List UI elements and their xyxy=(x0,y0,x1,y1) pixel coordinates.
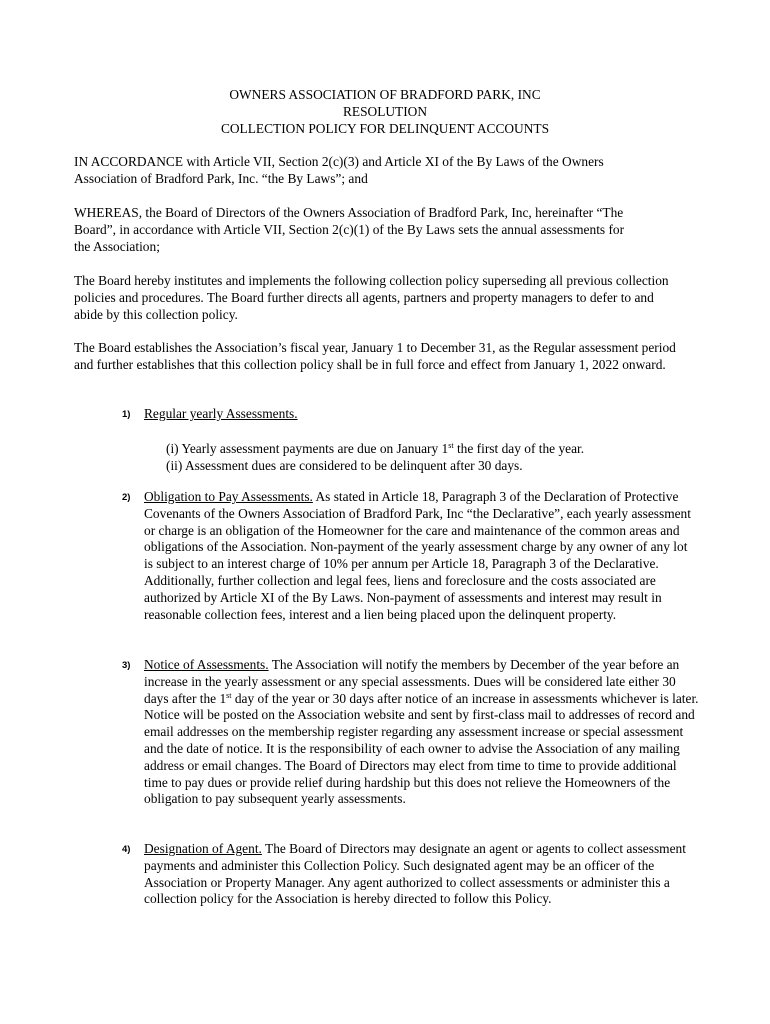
sub-item-delinquent: (ii) Assessment dues are considered to be delinquent after 30 days. xyxy=(166,458,523,473)
item-text-continued: day of the year or 30 days after notice of an increase in assessments whichever is later. Notice will be posted on the Association website and sent by first-class mail to addresses of record and email addresses on the membership register regarding any assessment increase or special assessment and the date of notice. It is the responsibility of each owner to advise the Association of any mailing address or email changes. The Board of Directors may elect from time to time to provide additional time to pay dues or provide relief during hardship but this does not relieve the Homeowners of the obligation to pay subsequent yearly assessments. xyxy=(144,690,699,807)
heading-line-resolution: RESOLUTION xyxy=(342,104,428,119)
item-title: Designation of Agent. xyxy=(144,841,262,856)
item-text: The Association will notify the members by December of the year before an increase in the yearly assessment or any special assessments. Dues will be considered late either 30 days after the 1 xyxy=(144,657,680,706)
sub-item-due-date: (i) Yearly assessment payments are due on January 1st the first day of the year. xyxy=(166,441,585,456)
list-item-regular-assessments xyxy=(74,406,714,423)
item-number: 1) xyxy=(122,409,131,420)
item-text: As stated in Article 18, Paragraph 3 of the Declaration of Protective Covenants of the Owners Association of Bradford Park, Inc “the Declarative”, each yearly assessment or charge is an obligation of the Homeowner for the care and maintenance of the common areas and obligations of the Association. Non-payment of the yearly assessment charge by any owner of any lot is subject to an interest charge of 10% per annum per Article 18, Paragraph 3 of the Declarative. Additionally, further collection and legal fees, liens and foreclosure and the costs associated are authorized by Article XI of the By Laws. Non-payment of assessments and interest may result in reasonable collection fees, interest and a lien being placed upon the delinquent property. xyxy=(144,489,691,622)
item-body xyxy=(144,841,699,908)
paragraph-whereas xyxy=(74,204,634,255)
document-heading xyxy=(0,86,770,137)
paragraph-in-accordance xyxy=(74,153,644,187)
item-number: 4) xyxy=(122,844,131,855)
item-number: 2) xyxy=(122,492,131,503)
paragraph-board-institutes xyxy=(74,272,674,323)
item-title: Obligation to Pay Assessments. xyxy=(144,489,313,504)
list-item-obligation xyxy=(74,489,714,623)
sublist-regular-assessments xyxy=(166,440,686,474)
item-title: Regular yearly Assessments. xyxy=(144,406,298,421)
paragraph-fiscal-year xyxy=(74,339,694,373)
paragraph-text: The Board hereby institutes and implements the following collection policy superseding all previous collection policies and procedures. The Board further directs all agents, partners and property managers to defer to and abide by this collection policy. xyxy=(74,273,669,322)
paragraph-text: IN ACCORDANCE with Article VII, Section 2(c)(3) and Article XI of the By Laws of the Owners Association of Bradford Park, Inc. “the By Laws”; and xyxy=(74,154,604,186)
item-number: 3) xyxy=(122,660,131,671)
item-body xyxy=(144,489,699,623)
paragraph-text: WHEREAS, the Board of Directors of the Owners Association of Bradford Park, Inc, hereinafter “The Board”, in accordance with Article VII, Section 2(c)(1) of the By Laws sets the annual assessments for the Association; xyxy=(74,205,625,254)
item-title: Notice of Assessments. xyxy=(144,657,269,672)
item-text: The Board of Directors may designate an agent or agents to collect assessment payments and administer this Collection Policy. Such designated agent may be an officer of the Association or Property Manager. Any agent authorized to collect assessments or administer this a collection policy for the Association is hereby directed to follow this Policy. xyxy=(144,841,686,907)
paragraph-text: The Board establishes the Association’s fiscal year, January 1 to December 31, as the Regular assessment period and further establishes that this collection policy shall be in full force and effect from January 1, 2022 onward. xyxy=(74,340,676,372)
heading-line-association: OWNERS ASSOCIATION OF BRADFORD PARK, INC xyxy=(229,87,541,102)
list-item-notice xyxy=(74,657,714,808)
list-item-designation xyxy=(74,841,714,908)
heading-line-policy: COLLECTION POLICY FOR DELINQUENT ACCOUNTS xyxy=(220,121,550,136)
item-body: Notice of Assessments. The Association will notify the members by December of the year before an increase in the yearly assessment or any special assessments. Dues will be considered late either 30 days after the 1st day of the year or 30 days after notice of an increase in assessments whichever is later. Notice will be posted on the Association website and sent by first-class mail to addresses of record and email addresses on the membership register regarding any assessment increase or special assessment and the date of notice. It is the responsibility of each owner to advise the Association of any mailing address or email changes. The Board of Directors may elect from time to time to provide additional time to pay dues or provide relief during hardship but this does not relieve the Homeowners of the obligation to pay subsequent yearly assessments. xyxy=(144,657,699,807)
